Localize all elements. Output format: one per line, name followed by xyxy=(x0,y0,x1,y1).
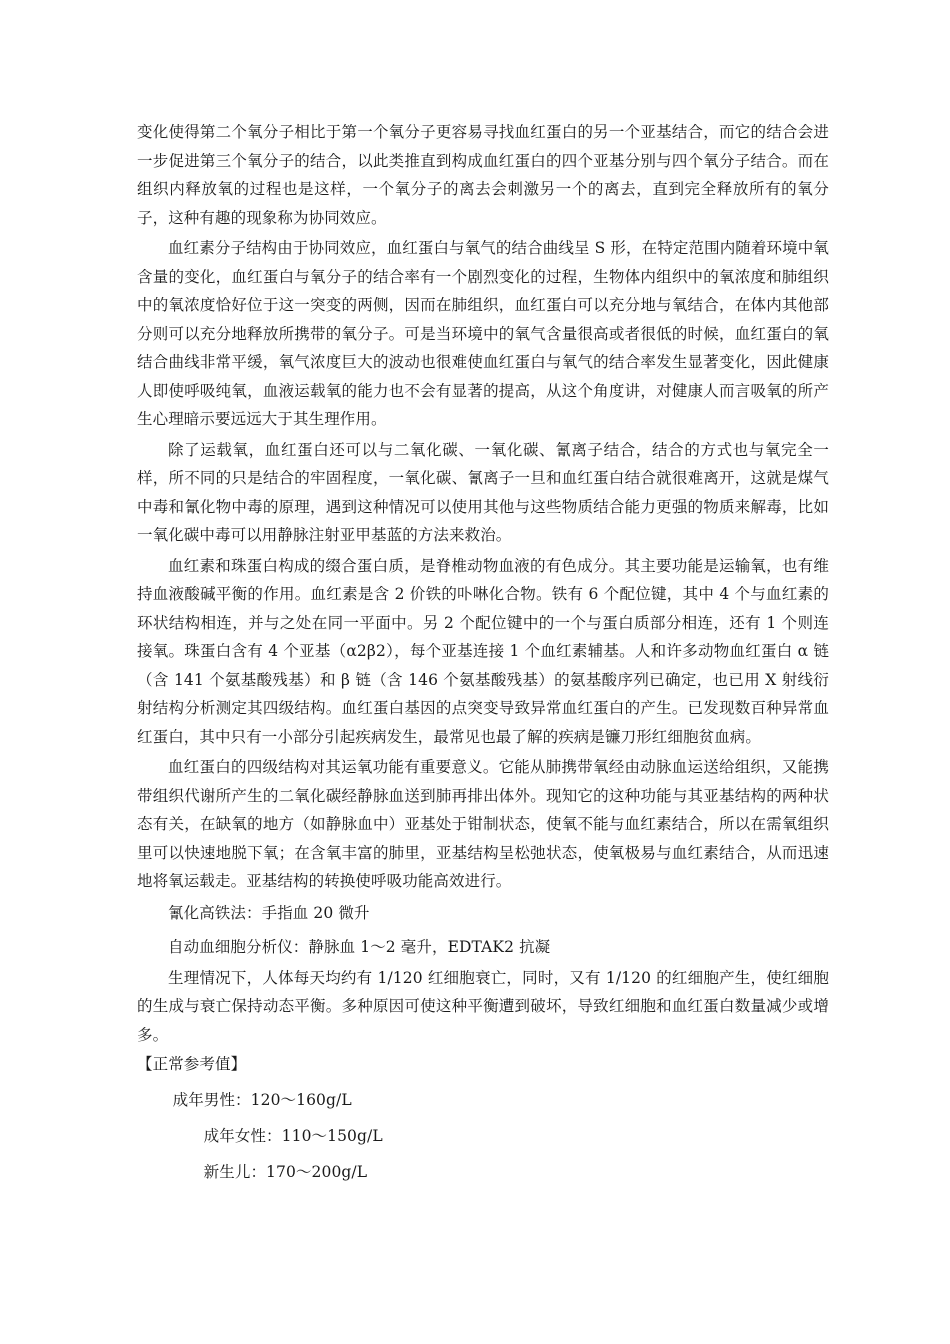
paragraph-cooperative-effect: 变化使得第二个氧分子相比于第一个氧分子更容易寻找血红蛋白的另一个亚基结合，而它的结合会进一步促进第三个氧分子的结合，以此类推直到构成血红蛋白的四个亚基分别与四个氧分子结合。而在组织内释放氧的过程也是这样，一个氧分子的离去会刺激另一个的离去，直到完全释放所有的氧分子，这种有趣的现象称为协同效应。 xyxy=(137,123,829,227)
reference-adult-male: 成年男性：120～160g/L xyxy=(172,1091,352,1109)
method-cyanmethemoglobin: 氰化高铁法：手指血 20 微升 xyxy=(168,903,370,922)
method-auto-analyzer: 自动血细胞分析仪：静脉血 1～2 毫升，EDTAK2 抗凝 xyxy=(168,937,551,956)
reference-adult-female: 成年女性：110～150g/L xyxy=(203,1127,383,1145)
reference-heading: 【正常参考值】 xyxy=(137,1055,247,1073)
paragraph-heme-globin: 血红素和珠蛋白构成的缀合蛋白质，是脊椎动物血液的有色成分。其主要功能是运输氧，也有维持血液酸碱平衡的作用。血红素是含 2 价铁的卟啉化合物。铁有 6 个配位键，其中 4 个与血红素的环状结构相连，并与之处在同一平面中。另 2 个配位键中的一个与蛋白质部分相连，还有 1 个则连接氧。珠蛋白含有 4 个亚基（α2β2），每个亚基连接 1 个血红素辅基。人和许多动物血红蛋白 α 链（含 141 个氨基酸残基）和 β 链（含 146 个氨基酸残基）的氨基酸序列已确定，也已用 X 射线衍射结构分析测定其四级结构。血红蛋白基因的点突变导致异常血红蛋白的产生。已发现数百种异常血红蛋白，其中只有一小部分引起疾病发生，最常见也最了解的疾病是镰刀形红细胞贫血病。 xyxy=(137,556,829,746)
reference-newborn: 新生儿：170～200g/L xyxy=(203,1163,368,1181)
paragraph-physiology: 生理情况下，人体每天均约有 1/120 红细胞衰亡，同时，又有 1/120 的红细胞产生，使红细胞的生成与衰亡保持动态平衡。多种原因可使这种平衡遭到破坏，导致红细胞和血红蛋白数量减少或增多。 xyxy=(137,968,829,1044)
paragraph-other-ligands: 除了运载氧，血红蛋白还可以与二氧化碳、一氧化碳、氰离子结合，结合的方式也与氧完全一样，所不同的只是结合的牢固程度，一氧化碳、氰离子一旦和血红蛋白结合就很难离开，这就是煤气中毒和氰化物中毒的原理，遇到这种情况可以使用其他与这些物质结合能力更强的物质来解毒，比如一氧化碳中毒可以用静脉注射亚甲基蓝的方法来救治。 xyxy=(137,440,829,544)
paragraph-quaternary-structure: 血红蛋白的四级结构对其运氧功能有重要意义。它能从肺携带氧经由动脉血运送给组织，又能携带组织代谢所产生的二氧化碳经静脉血送到肺再排出体外。现知它的这种功能与其亚基结构的两种状态有关，在缺氧的地方（如静脉血中）亚基处于钳制状态，使氧不能与血红素结合，所以在需氧组织里可以快速地脱下氧；在含氧丰富的肺里，亚基结构呈松弛状态，使氧极易与血红素结合，从而迅速地将氧运载走。亚基结构的转换使呼吸功能高效进行。 xyxy=(137,758,829,890)
document-page xyxy=(137,118,829,1187)
paragraph-heme-structure: 血红素分子结构由于协同效应，血红蛋白与氧气的结合曲线呈 S 形，在特定范围内随着环境中氧含量的变化，血红蛋白与氧分子的结合率有一个剧烈变化的过程，生物体内组织中的氧浓度和肺组织中的氧浓度恰好位于这一突变的两侧，因而在肺组织，血红蛋白可以充分地与氧结合，在体内其他部分则可以充分地释放所携带的氧分子。可是当环境中的氧气含量很高或者很低的时候，血红蛋白的氧结合曲线非常平缓，氧气浓度巨大的波动也很难使血红蛋白与氧气的结合率发生显著变化，因此健康人即使呼吸纯氧，血液运载氧的能力也不会有显著的提高，从这个角度讲，对健康人而言吸氧的所产生心理暗示要远远大于其生理作用。 xyxy=(137,239,829,428)
